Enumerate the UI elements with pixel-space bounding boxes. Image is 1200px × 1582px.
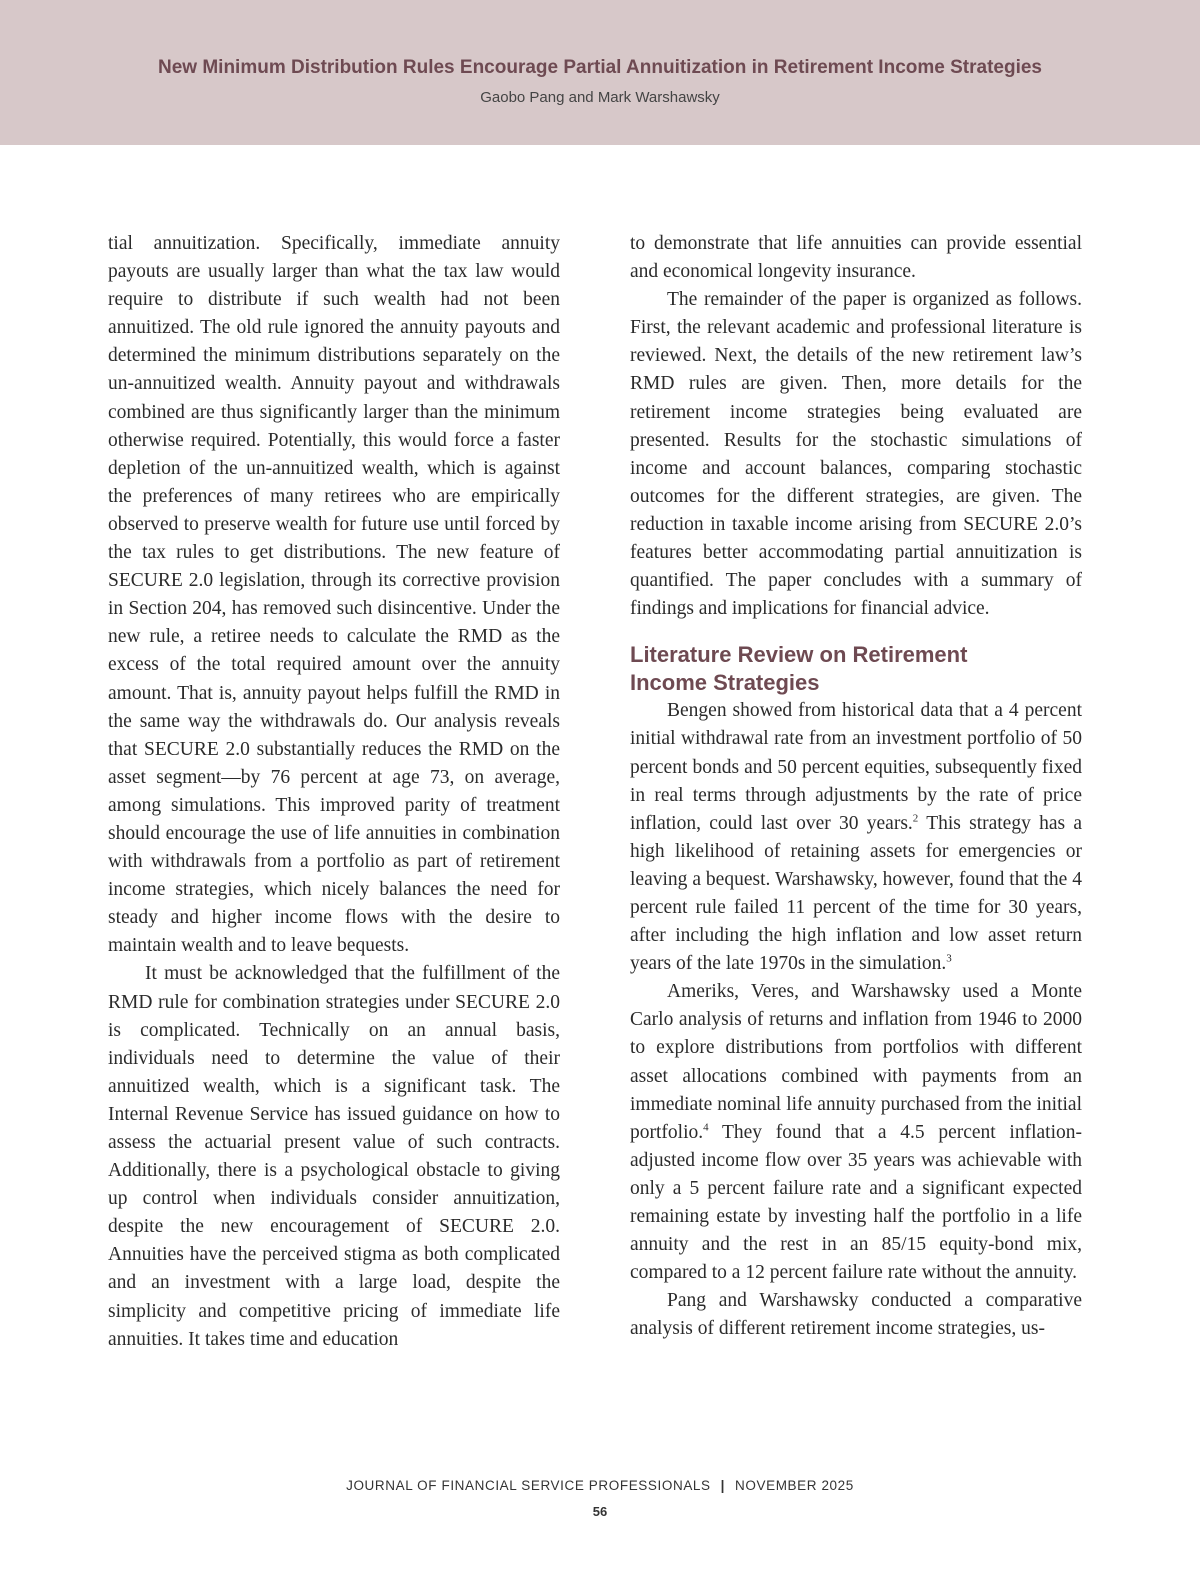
footnote-ref[interactable]: 2 — [912, 812, 919, 825]
paragraph — [630, 697, 1082, 978]
page-number: 56 — [592, 1504, 608, 1519]
left-column — [108, 230, 560, 1354]
right-column — [630, 230, 1082, 1343]
article-authors: Gaobo Pang and Mark Warshawsky — [480, 89, 720, 106]
paragraph-text: This strategy has a high likelihood of retaining assets for emergencies or leaving a bequest. Warshawsky, however, found that the 4 percent rule failed 11 percent of the time for 30 years, after including the high inflation and low asset return years of the late 1970s in the simulation. — [630, 812, 1082, 975]
footnote-ref[interactable]: 4 — [703, 1121, 709, 1134]
journal-name: JOURNAL OF FINANCIAL SERVICE PROFESSIONALS — [346, 1478, 711, 1493]
footer-separator: | — [720, 1478, 726, 1493]
paragraph: to demonstrate that life annuities can provide essential and economical longevity insurance. — [630, 233, 1082, 283]
issue-date: NOVEMBER 2025 — [735, 1478, 854, 1493]
section-heading-line: Income Strategies — [630, 670, 820, 696]
section-heading-line: Literature Review on Retirement — [630, 642, 968, 668]
paragraph: The remainder of the paper is organized as follows. First, the relevant academic and professional literature is reviewed. Next, the details of the new retirement law’s RMD rules are given. Then, more details for the retirement income strategies being evaluated are presented. Results for the stochastic simulations of income and account balances, comparing stochastic outcomes for the different strategies, are given. The reduction in taxable income arising from SECURE 2.0’s features better accommodating partial annuitization is quantified. The paper concludes with a summary of findings and implications for financial advice. — [630, 289, 1082, 620]
paragraph-text: Ameriks, Veres, and Warshawsky used a Monte Carlo analysis of returns and inflation from 1946 to 2000 to explore distributions from portfolios with different asset allocations combined with payments from an immediate nominal life annuity purchased from the initial portfolio. — [630, 981, 1082, 1143]
paragraph-text: Bengen showed from historical data that a 4 percent initial withdrawal rate from an investment portfolio of 50 percent bonds and 50 percent equities, subsequently fixed in real terms through adjustments by the rate of price inflation, could last over 30 years. — [630, 700, 1082, 834]
page-header — [0, 0, 1200, 145]
section-heading — [630, 641, 1082, 697]
paragraph: Pang and Warshawsky conducted a comparative analysis of different retirement income strategies, us- — [630, 1290, 1082, 1340]
paragraph: It must be acknowledged that the fulfillment of the RMD rule for combination strategies under SECURE 2.0 is complicated. Technically on an annual basis, individuals need to determine the value of their annuitized wealth, which is a significant task. The Internal Revenue Service has issued guidance on how to assess the actuarial present value of such contracts. Additionally, there is a psychological obstacle to giving up control when individuals consider annuitization, despite the new encouragement of SECURE 2.0. Annuities have the perceived stigma as both complicated and an investment with a large load, despite the simplicity and competitive pricing of immediate life annuities. It takes time and education — [108, 963, 560, 1350]
article-title: New Minimum Distribution Rules Encourage Partial Annuitization in Retirement Income Strategies — [158, 57, 1042, 78]
page-footer — [0, 1478, 1200, 1493]
paragraph: tial annuitization. Specifically, immediate annuity payouts are usually larger than what the tax law would require to distribute if such wealth had not been annuitized. The old rule ignored the annuity payouts and determined the minimum distributions separately on the un-annuitized wealth. Annuity payout and withdrawals combined are thus significantly larger than the minimum otherwise required. Potentially, this would force a faster depletion of the un-annuitized wealth, which is against the preferences of many retirees who are empirically observed to preserve wealth for future use until forced by the tax rules to get distributions. The new feature of SECURE 2.0 legislation, through its corrective provision in Section 204, has removed such disincentive. Under the new rule, a retiree needs to calculate the RMD as the excess of the total required amount over the annuity amount. That is, annuity payout helps fulfill the RMD in the same way the withdrawals do. Our analysis reveals that SECURE 2.0 substantially reduces the RMD on the asset segment—by 76 percent at age 73, on average, among simulations. This improved parity of treatment should encourage the use of life annuities in combination with withdrawals from a portfolio as part of retirement income strategies, which nicely balances the need for steady and higher income flows with the desire to maintain wealth and to leave bequests. — [108, 233, 560, 957]
footnote-ref[interactable]: 3 — [946, 952, 952, 965]
paragraph-text: They found that a 4.5 percent inflation-adjusted income flow over 35 years was achievable with only a 5 percent failure rate and a significant expected remaining estate by investing half the portfolio in a life annuity and the rest in an 85/15 equity-bond mix, compared to a 12 percent failure rate without the annuity. — [630, 1121, 1082, 1284]
paragraph — [630, 978, 1082, 1287]
